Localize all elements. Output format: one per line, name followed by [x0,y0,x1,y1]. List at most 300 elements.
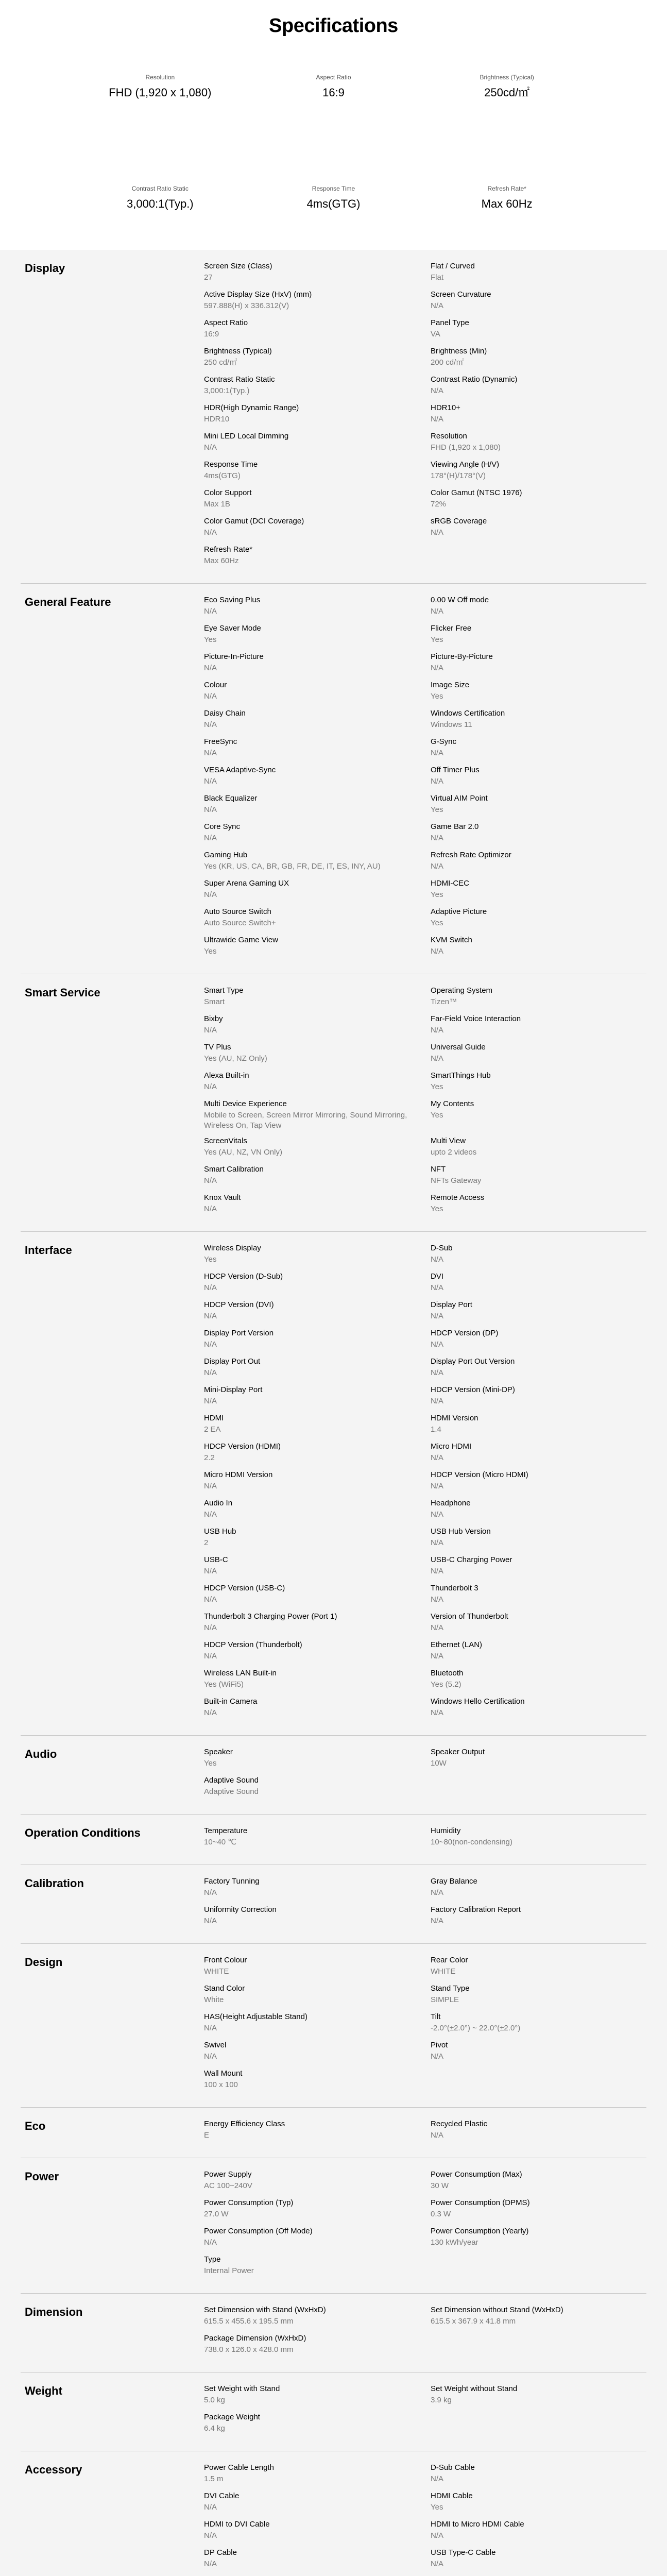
spec-label: Rear Color [431,1956,468,1964]
spec-label: Core Sync [204,822,241,831]
spec-label: USB Hub Version [431,1527,491,1536]
spec-item [431,261,642,290]
spec-item [204,737,431,765]
spec-value: HDR10 [204,415,230,423]
spec-value: Yes [204,635,217,644]
spec-label: Smart Type [204,986,244,995]
spec-item [431,1042,642,1071]
spec-grid [204,2463,646,2576]
spec-item [204,2012,431,2040]
spec-label: HDMI to DVI Cable [204,2520,270,2529]
spec-value: Yes [204,947,217,956]
spec-item [431,793,642,822]
spec-value: 0.3 W [431,2210,451,2218]
spec-item [204,1984,431,2012]
spec-item [204,2198,431,2226]
spec-value: N/A [204,443,217,452]
spec-value: AC 100~240V [204,2181,252,2190]
spec-value: 1.5 m [204,2475,224,2483]
spec-value: N/A [204,749,217,757]
spec-item [204,2548,431,2576]
spec-value: 738.0 x 126.0 x 428.0 mm [204,2345,294,2354]
spec-item [204,850,431,878]
spec-item [431,623,642,652]
spec-value: FHD (1,920 x 1,080) [431,443,501,452]
spec-value: 250 cd/㎡ [204,358,237,367]
spec-value: N/A [431,777,444,786]
spec-label: Picture-In-Picture [204,652,264,661]
spec-value: N/A [431,1482,444,1490]
spec-value: N/A [431,2560,444,2568]
section-title: Accessory [25,2463,82,2476]
spec-grid [204,595,646,963]
spec-value: Smart [204,997,225,1006]
spec-label: Refresh Rate Optimizor [431,851,511,859]
spec-item [204,2305,431,2333]
spec-item [431,2305,642,2333]
spec-label: Recycled Plastic [431,2120,488,2128]
spec-value: Adaptive Sound [204,1787,259,1796]
spec-value: N/A [204,1510,217,1519]
spec-value: N/A [204,2238,217,2247]
spec-label: Adaptive Picture [431,907,487,916]
spec-label: Knox Vault [204,1193,241,1202]
spec-value: N/A [431,1312,444,1320]
spec-item [204,375,431,403]
spec-value: 100 x 100 [204,2080,238,2089]
spec-value: N/A [431,1652,444,1660]
spec-label: Set Weight without Stand [431,2384,518,2393]
spec-label: Game Bar 2.0 [431,822,479,831]
spec-label: D-Sub Cable [431,2463,475,2472]
spec-item [204,1300,431,1328]
spec-value: N/A [204,1567,217,1575]
spec-label: Speaker Output [431,1748,485,1756]
spec-item [204,1555,431,1583]
spec-item [204,516,431,545]
spec-label: Micro HDMI [431,1442,472,1451]
spec-label: Operating System [431,986,493,995]
spec-label: Stand Type [431,1984,470,1993]
spec-value: N/A [204,1482,217,1490]
spec-section-operation-conditions [21,1815,646,1865]
spec-value: N/A [431,607,444,616]
spec-item [431,1014,642,1042]
spec-item [204,403,431,431]
spec-label: Micro HDMI Version [204,1470,273,1479]
spec-item [431,2012,642,2040]
spec-item [431,1328,642,1357]
spec-value: 130 kWh/year [431,2238,478,2247]
spec-value: N/A [204,1312,217,1320]
spec-label: HDR(High Dynamic Range) [204,403,299,412]
spec-item [431,488,642,516]
spec-item [204,1527,431,1555]
spec-item [431,935,642,963]
spec-label: Display Port Out Version [431,1357,515,1366]
spec-value: 10W [431,1759,447,1768]
spec-item [431,907,642,935]
spec-value: N/A [204,720,217,729]
spec-label: DVI Cable [204,2492,240,2500]
spec-value: 5.0 kg [204,2396,225,2404]
spec-value: N/A [204,777,217,786]
section-title: Interface [25,1244,72,1257]
spec-value: Internal Power [204,2266,254,2275]
spec-section-interface [21,1232,646,1736]
spec-value: N/A [431,749,444,757]
spec-value: 178°(H)/178°(V) [431,471,486,480]
spec-label: Factory Calibration Report [431,1905,521,1914]
spec-value: White [204,1995,224,2004]
spec-label: G-Sync [431,737,457,746]
spec-item [431,2548,642,2576]
spec-item [431,1527,642,1555]
spec-label: HDMI Cable [431,2492,473,2500]
spec-item [431,346,642,375]
spec-item [204,2040,431,2069]
section-title: Power [25,2170,59,2183]
spec-label: Type [204,2255,221,2264]
spec-label: Smart Calibration [204,1165,264,1174]
spec-item [431,2040,642,2069]
spec-value: Yes [431,805,443,814]
spec-grid [204,261,646,573]
spec-value: Yes (5.2) [431,1680,461,1689]
spec-value: N/A [204,692,217,701]
spec-value: N/A [204,2052,217,2061]
spec-label: Energy Efficiency Class [204,2120,285,2128]
spec-value: N/A [431,947,444,956]
spec-label: Power Cable Length [204,2463,274,2472]
spec-value: N/A [431,834,444,842]
spec-label: Set Dimension with Stand (WxHxD) [204,2306,326,2314]
spec-label: Off Timer Plus [431,766,480,774]
spec-label: Eye Saver Mode [204,624,261,633]
spec-value: N/A [431,2475,444,2483]
spec-item [431,2119,642,2147]
spec-value: N/A [431,1397,444,1405]
spec-value: Auto Source Switch+ [204,919,276,927]
highlight-value: 16:9 [322,86,345,99]
spec-label: Temperature [204,1826,248,1835]
spec-label: Factory Tunning [204,1877,260,1886]
spec-section-accessory [21,2451,646,2576]
spec-item [204,2463,431,2491]
spec-label: Flicker Free [431,624,472,633]
spec-label: Windows Hello Certification [431,1697,525,1706]
spec-label: Set Dimension without Stand (WxHxD) [431,2306,563,2314]
spec-value: Yes [431,635,443,644]
spec-label: Package Dimension (WxHxD) [204,2334,306,2343]
spec-label: Colour [204,681,227,689]
spec-value: N/A [204,1368,217,1377]
highlight-label: Refresh Rate* [487,185,526,192]
spec-item [204,2519,431,2548]
spec-label: HDCP Version (DP) [431,1329,499,1337]
spec-item [431,652,642,680]
spec-value: N/A [431,2052,444,2061]
spec-label: HDCP Version (HDMI) [204,1442,281,1451]
spec-value: N/A [204,1082,217,1091]
spec-label: Uniformity Correction [204,1905,277,1914]
spec-item [431,1905,642,1933]
spec-grid [204,2119,646,2147]
spec-label: Auto Source Switch [204,907,271,916]
spec-value: N/A [431,386,444,395]
spec-item [431,1612,642,1640]
spec-item [431,1640,642,1668]
highlight-item [74,73,247,127]
spec-label: Screen Size (Class) [204,262,272,270]
spec-item [204,1905,431,1933]
spec-label: Universal Guide [431,1043,486,1052]
spec-value: N/A [431,1510,444,1519]
spec-value: N/A [431,2531,444,2540]
spec-item [204,1876,431,1905]
spec-item [204,1193,431,1221]
spec-item [204,822,431,850]
spec-label: Mini-Display Port [204,1385,263,1394]
spec-label: HDMI to Micro HDMI Cable [431,2520,524,2529]
spec-item [204,986,431,1014]
spec-item [431,375,642,403]
spec-item [204,652,431,680]
highlight-item [247,184,420,238]
spec-item [204,878,431,907]
spec-item [431,2384,642,2412]
spec-item [431,1826,642,1854]
section-title: Eco [25,2120,46,2132]
spec-value: Yes [431,2503,443,2512]
spec-label: Viewing Angle (H/V) [431,460,500,469]
spec-value: 4ms(GTG) [204,471,241,480]
spec-value: Mobile to Screen, Screen Mirror Mirroring, Sound Mirroring, Wireless On, Tap View [204,1111,407,1130]
spec-item [431,2491,642,2519]
spec-item [431,2463,642,2491]
spec-item [431,2519,642,2548]
spec-item [204,1272,431,1300]
highlight-value: FHD (1,920 x 1,080) [109,86,212,99]
spec-value: 200 cd/㎡ [431,358,464,367]
spec-value: 27.0 W [204,2210,229,2218]
spec-label: Windows Certification [431,709,505,718]
spec-value: N/A [204,607,217,616]
spec-value: 10~80(non-condensing) [431,1838,512,1846]
spec-label: Power Consumption (Max) [431,2170,522,2179]
spec-grid [204,1876,646,1933]
spec-value: WHITE [204,1967,229,1976]
spec-value: Yes [431,692,443,701]
spec-value: Yes (AU, NZ, VN Only) [204,1148,282,1157]
spec-label: Speaker [204,1748,233,1756]
spec-item [204,261,431,290]
spec-label: Bixby [204,1014,223,1023]
spec-item [431,1876,642,1905]
spec-item [204,2069,431,2097]
spec-label: Flat / Curved [431,262,475,270]
spec-label: Front Colour [204,1956,247,1964]
section-title: Calibration [25,1877,84,1890]
spec-value: N/A [431,301,444,310]
spec-value: N/A [204,664,217,672]
spec-label: Brightness (Min) [431,347,487,355]
spec-value: 615.5 x 455.6 x 195.5 mm [204,2317,294,2326]
spec-label: Response Time [204,460,258,469]
spec-value: N/A [204,1708,217,1717]
key-spec-highlights [74,41,594,238]
spec-label: Swivel [204,2041,227,2049]
spec-grid [204,2170,646,2283]
highlight-label: Aspect Ratio [316,74,351,81]
spec-item [204,1697,431,1725]
spec-label: Refresh Rate* [204,545,253,554]
spec-value: N/A [204,1205,217,1213]
spec-label: Power Supply [204,2170,252,2179]
spec-label: sRGB Coverage [431,517,487,526]
spec-value: Yes [431,919,443,927]
spec-value: N/A [431,1283,444,1292]
spec-label: Brightness (Typical) [204,347,272,355]
spec-item [431,1243,642,1272]
highlight-value: 250cd/㎡ [484,86,530,99]
spec-value: N/A [431,415,444,423]
spec-table [0,250,667,2576]
spec-value: N/A [431,1368,444,1377]
spec-value: WHITE [431,1967,456,1976]
spec-item [204,2226,431,2255]
spec-value: Yes (AU, NZ Only) [204,1054,267,1063]
spec-item [431,1193,642,1221]
spec-value: N/A [431,1538,444,1547]
spec-value: Windows 11 [431,720,472,729]
spec-section-design [21,1944,646,2108]
spec-item [431,290,642,318]
spec-label: USB Hub [204,1527,236,1536]
spec-item [204,488,431,516]
spec-value: 30 W [431,2181,449,2190]
spec-value: E [204,2131,210,2140]
spec-label: Virtual AIM Point [431,794,488,803]
spec-item [204,1357,431,1385]
spec-value: Max 1B [204,500,230,509]
spec-label: Power Consumption (DPMS) [431,2198,530,2207]
spec-label: Color Support [204,488,252,497]
spec-item [431,986,642,1014]
spec-label: Tilt [431,2012,441,2021]
highlight-item [247,73,420,127]
spec-value: N/A [204,1283,217,1292]
spec-value: N/A [431,1054,444,1063]
spec-label: FreeSync [204,737,237,746]
spec-label: 0.00 W Off mode [431,596,489,604]
spec-label: Power Consumption (Yearly) [431,2227,529,2235]
spec-item [204,1164,431,1193]
spec-value: N/A [431,1708,444,1717]
spec-label: Ultrawide Game View [204,936,278,944]
spec-label: SmartThings Hub [431,1071,491,1080]
spec-item [204,595,431,623]
spec-value: N/A [431,1340,444,1349]
spec-value: N/A [204,1917,217,1925]
spec-value: N/A [204,2531,217,2540]
spec-label: Power Consumption (Typ) [204,2198,294,2207]
spec-item [431,1984,642,2012]
spec-label: TV Plus [204,1043,231,1052]
spec-label: NFT [431,1165,446,1174]
spec-item [204,1413,431,1442]
spec-label: Remote Access [431,1193,485,1202]
spec-item [431,1413,642,1442]
spec-value: N/A [204,1397,217,1405]
spec-section-audio [21,1736,646,1815]
spec-item [431,1697,642,1725]
spec-value: N/A [204,834,217,842]
spec-value: Yes (WiFi5) [204,1680,244,1689]
spec-item [204,1668,431,1697]
spec-value: N/A [431,1026,444,1035]
spec-item [204,1640,431,1668]
spec-value: N/A [431,1255,444,1264]
highlight-label: Brightness (Typical) [480,74,534,81]
spec-value: 27 [204,273,213,282]
spec-label: Ethernet (LAN) [431,1640,483,1649]
spec-value: 2 EA [204,1425,221,1434]
highlight-label: Contrast Ratio Static [131,185,189,192]
spec-item [431,1747,642,1775]
spec-value: 72% [431,500,447,509]
spec-label: Mini LED Local Dimming [204,432,289,440]
spec-grid [204,986,646,1221]
spec-section-smart-service [21,974,646,1232]
spec-item [204,290,431,318]
highlight-value: 3,000:1(Typ.) [127,197,194,210]
spec-item [204,2333,431,2362]
spec-label: HDCP Version (Mini-DP) [431,1385,515,1394]
spec-label: VESA Adaptive-Sync [204,766,276,774]
spec-value: Yes [431,1082,443,1091]
spec-item [431,878,642,907]
spec-value: N/A [204,1652,217,1660]
spec-label: Display Port [431,1300,472,1309]
spec-label: Aspect Ratio [204,318,248,327]
spec-value: Yes [431,1111,443,1120]
spec-item [431,318,642,346]
spec-item [431,680,642,708]
spec-item [431,765,642,793]
spec-item [431,1498,642,1527]
spec-label: Far-Field Voice Interaction [431,1014,521,1023]
spec-grid [204,2384,646,2441]
section-title: Weight [25,2384,62,2397]
spec-item [204,1955,431,1984]
spec-label: Black Equalizer [204,794,258,803]
spec-value: N/A [204,890,217,899]
spec-item [431,1470,642,1498]
spec-value: N/A [204,2503,217,2512]
spec-value: Yes (KR, US, CA, BR, GB, FR, DE, IT, ES, INY, AU) [204,862,381,871]
spec-label: KVM Switch [431,936,472,944]
spec-value: N/A [431,664,444,672]
spec-item [431,1955,642,1984]
section-title: General Feature [25,596,111,608]
spec-item [204,793,431,822]
spec-value: 3.9 kg [431,2396,452,2404]
spec-item [431,850,642,878]
spec-grid [204,1747,646,1804]
spec-item [431,1272,642,1300]
spec-item [204,1042,431,1071]
